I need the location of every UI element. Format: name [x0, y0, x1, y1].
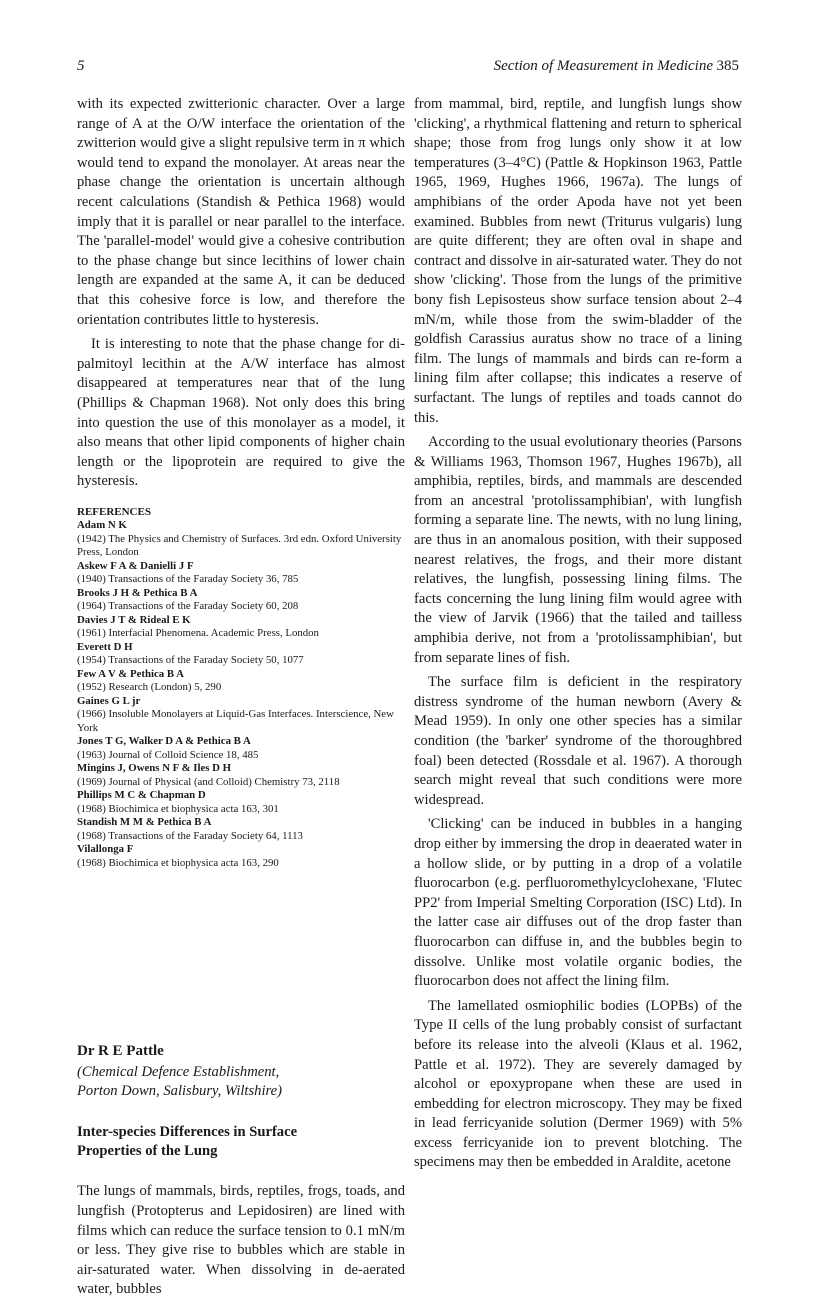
header-page-number: 385: [716, 58, 739, 74]
reference-item: [77, 614, 405, 641]
reference-author: Mingins J, Owens N F & Iles D H: [77, 762, 232, 775]
reference-detail: (1954) Transactions of the Faraday Society 50, 1077: [77, 654, 304, 667]
reference-item: [77, 641, 405, 668]
left-column: [77, 95, 405, 1305]
body-paragraph: with its expected zwitterionic character. Over a large range of A at the O/W interface the orientation of the zwitterion would give a slight repulsive term in π which would tend to expand the monolayer. At areas near the phase change the orientation is uncertain although recent calculations (Standish & Pethica 1968) would imply that it is parallel or near parallel to the interface. The 'parallel-model' would give a cohesive contribution to the phase change but since lecithins of lower chain length are expanded at the same A, it can be deduced that this cohesive force is low, and therefore the orientation contributes little to hysteresis.: [77, 96, 405, 328]
author-institution-line: Porton Down, Salisbury, Wiltshire): [77, 1083, 282, 1100]
author-name: Dr R E Pattle: [77, 1043, 164, 1060]
reference-author: Phillips M C & Chapman D: [77, 789, 206, 802]
author-institution-line: (Chemical Defence Establishment,: [77, 1064, 280, 1081]
section-title-line: Properties of the Lung: [77, 1143, 218, 1160]
header-section-name: Section of Measurement in Medicine: [493, 58, 713, 74]
author-block: [77, 1042, 405, 1101]
right-column: [414, 95, 742, 1178]
page-header: [77, 58, 739, 78]
body-paragraph: The lamellated osmiophilic bodies (LOPBs) of the Type II cells of the lung probably consist of surfactant before its release into the alveoli (Klaus et al. 1962, Pattle et al. 1972). They are severely damaged by alcohol or epoxypropane when these are used in embedding for electron microscopy. They may be fixed in lead ferricyanide solution (Dermer 1969) with 5% excess ferricyanide ion to prevent blotching. The specimens may then be embedded in Araldite, acetone: [414, 997, 742, 1171]
reference-author: Few A V & Pethica B A: [77, 667, 184, 680]
reference-detail: (1969) Journal of Physical (and Colloid) Chemistry 73, 2118: [77, 775, 340, 788]
body-paragraph: from mammal, bird, reptile, and lungfish lungs show 'clicking', a rhythmical flattening and return to spherical shape; those from frog lungs only show it at low temperatures (3–4°C) (Pattle & Hopkinson 1963, Pattle 1965, 1969, Hughes 1966, 1967a). The lungs of amphibians of the order Apoda have not yet been examined. Bubbles from newt (Triturus vulgaris) lung are quite different; they are often oval in shape and contract and dissolve in air-saturated water. They do not show 'clicking'. Those from the lungs of the primitive bony fish Lepisosteus show surface tension about 2–4 mN/m, while those from the swim-bladder of the goldfish Carassius auratus show no trace of a lining film. The lungs of mammals and birds can re-form a lining film after collapse; this indicates a reserve of surfactant. The lungs of reptiles and toads cannot do this.: [414, 96, 742, 426]
reference-detail: (1968) Transactions of the Faraday Society 64, 1113: [77, 829, 303, 842]
body-paragraph: 'Clicking' can be induced in bubbles in a hanging drop either by immersing the drop in deaerated water in a hollow slide, or by putting in a drop of a volatile fluorocarbon (e.g. perfluoromethylcyclohexane, 'Flutec PP2' from Imperial Smelting Corporation (ISC) Ltd). In the latter case air diffuses out of the drop faster than fluorocarbon can diffuse in, and the bubbles begin to dissolve. Unlike most volatile organic bodies, the fluorocarbon does not affect the lining film.: [414, 816, 742, 990]
references-list: [77, 506, 405, 871]
body-paragraph: According to the usual evolutionary theories (Parsons & Williams 1963, Thomson 1967, Hughes 1967b), all amphibia, reptiles, birds, and mammals are descended from an ancestral 'protolissamphibian', with lungfish forming a separate line. The newts, with no lung lining, are thus in an anomalous position, with their supposed nearest relatives, the frogs, and their more distant relatives, the lungfish, possessing lining films. The facts concerning the lung lining film would agree with the view of Jarvik (1966) that the tailed and tailless amphibia derive, not from a 'protolissamphibian', but from separate lines of fish.: [414, 434, 742, 666]
reference-detail: (1964) Transactions of the Faraday Society 60, 208: [77, 600, 299, 613]
reference-item: [77, 816, 405, 843]
reference-author: Jones T G, Walker D A & Pethica B A: [77, 735, 251, 748]
reference-item: [77, 587, 405, 614]
reference-item: [77, 762, 405, 789]
body-paragraph: It is interesting to note that the phase change for di-palmitoyl lecithin at the A/W interface has almost disappeared at temperatures near that of the lung (Phillips & Chapman 1968). Not only does this bring into question the use of this monolayer as a model, it also means that other lipid components of higher chain length or the lipoprotein are required to give the hysteresis.: [77, 336, 405, 490]
body-paragraph: The lungs of mammals, birds, reptiles, frogs, toads, and lungfish (Protopterus and Lepidosiren) are lined with films which can reduce the surface tension to 0.1 mN/m or less. They give rise to bubbles which are stable in air-saturated water. When dissolving in de-aerated water, bubbles: [77, 1183, 405, 1298]
reference-detail: (1968) Biochimica et biophysica acta 163, 301: [77, 802, 279, 815]
reference-author: Brooks J H & Pethica B A: [77, 586, 198, 599]
references-heading: REFERENCES: [77, 505, 151, 518]
section-title: [77, 1123, 405, 1161]
reference-detail: (1963) Journal of Colloid Science 18, 485: [77, 748, 259, 761]
reference-item: [77, 789, 405, 816]
reference-item: [77, 560, 405, 587]
reference-item: [77, 735, 405, 762]
reference-detail: (1966) Insoluble Monolayers at Liquid-Gas Interfaces. Interscience, New York: [77, 708, 394, 734]
section-title-line: Inter-species Differences in Surface: [77, 1124, 298, 1141]
reference-author: Askew F A & Danielli J F: [77, 559, 194, 572]
reference-detail: (1942) The Physics and Chemistry of Surfaces. 3rd edn. Oxford University Press, London: [77, 532, 402, 559]
reference-detail: (1940) Transactions of the Faraday Society 36, 785: [77, 573, 299, 586]
reference-author: Vilallonga F: [77, 843, 134, 856]
header-issue-number: 5: [77, 58, 85, 74]
reference-author: Adam N K: [77, 519, 127, 532]
body-paragraph: The surface film is deficient in the respiratory distress syndrome of the human newborn (Avery & Mead 1959). In only one other species has a similar condition (the 'barker' syndrome of the thoroughbred foal) been detected (Rossdale et al. 1967). A thorough search might reveal that such conditions were more widespread.: [414, 674, 742, 808]
reference-item: [77, 519, 405, 560]
reference-author: Everett D H: [77, 640, 133, 653]
reference-item: [77, 668, 405, 695]
reference-item: [77, 843, 405, 870]
reference-detail: (1961) Interfacial Phenomena. Academic Press, London: [77, 627, 319, 640]
reference-detail: (1968) Biochimica et biophysica acta 163, 290: [77, 856, 279, 869]
reference-item: [77, 695, 405, 736]
reference-author: Standish M M & Pethica B A: [77, 816, 212, 829]
reference-author: Gaines G L jr: [77, 694, 141, 707]
reference-detail: (1952) Research (London) 5, 290: [77, 681, 222, 694]
reference-author: Davies J T & Rideal E K: [77, 613, 191, 626]
